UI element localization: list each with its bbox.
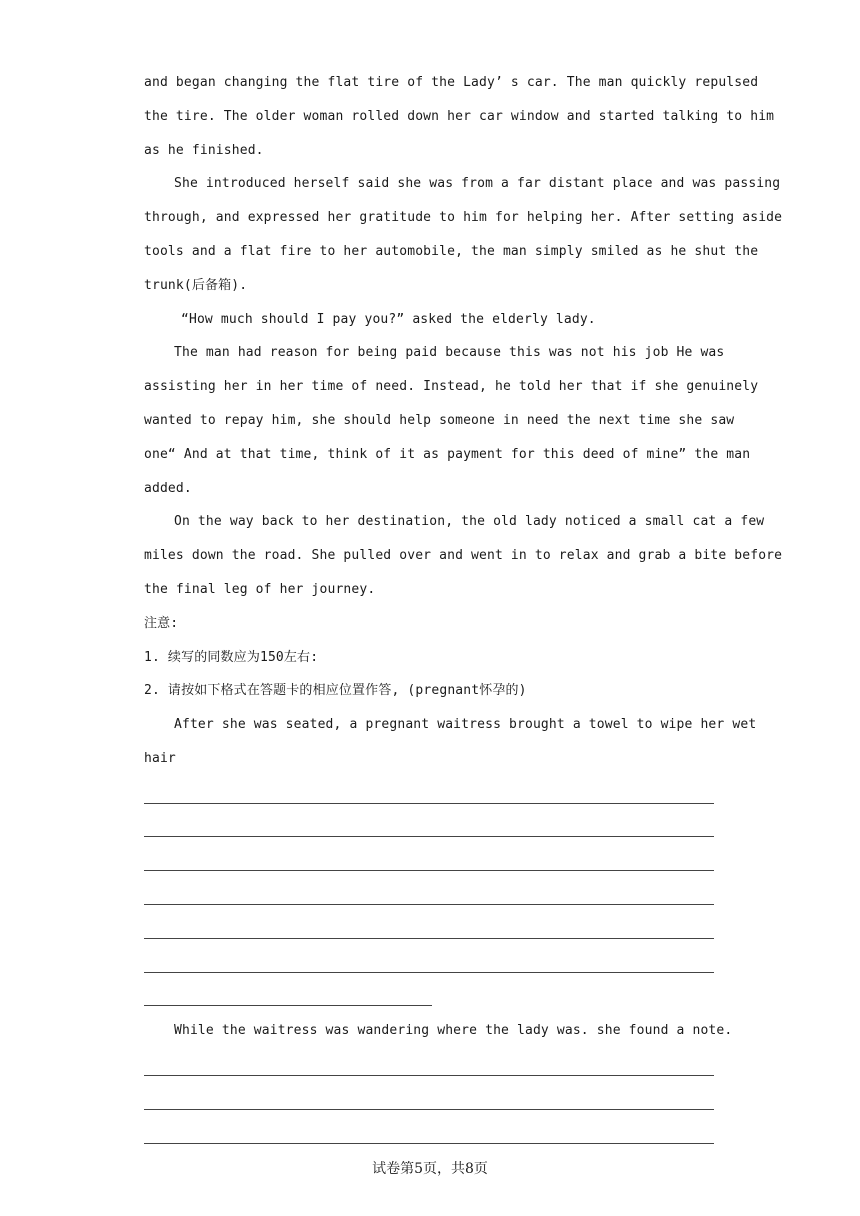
passage-line: the final leg of her journey. xyxy=(144,581,376,597)
passage-line: and began changing the flat tire of the Lady’ s car. The man quickly repulsed xyxy=(144,75,759,90)
notes-item: 2. 请按如下格式在答题卡的相应位置作答, (pregnant怀孕的) xyxy=(144,683,527,699)
answer-line[interactable] xyxy=(144,877,716,911)
answer-line[interactable] xyxy=(144,776,716,810)
continuation-prompt: After she was seated, a pregnant waitress brought a towel to wipe her wet xyxy=(174,717,757,733)
passage-line: as he finished. xyxy=(144,142,264,158)
answer-line[interactable] xyxy=(144,1116,716,1150)
passage-line: one“ And at that time, think of it as payment for this deed of mine” the man xyxy=(144,446,751,462)
answer-line[interactable] xyxy=(144,810,716,844)
passage-line: miles down the road. She pulled over and went in to relax and grab a bite before xyxy=(144,548,783,564)
passage-line: “How much should I pay you?” asked the elderly lady. xyxy=(181,311,596,327)
continuation-prompt: hair xyxy=(144,750,176,766)
passage-line: wanted to repay him, she should help someone in need the next time she saw xyxy=(144,412,735,428)
passage-line: On the way back to her destination, the old lady noticed a small cat a few xyxy=(174,514,765,530)
notes-item: 1. 续写的同数应为150左右: xyxy=(144,649,319,665)
answer-line[interactable] xyxy=(144,1048,716,1082)
passage-line: added. xyxy=(144,480,192,496)
passage-line: the tire. The older woman rolled down her car window and started talking to him xyxy=(144,108,775,124)
passage-line: through, and expressed her gratitude to him for helping her. After setting aside xyxy=(144,210,783,226)
passage-line: The man had reason for being paid because this was not his job He was xyxy=(174,345,725,361)
passage-line: trunk(后备箱). xyxy=(144,277,248,293)
continuation-prompt: While the waitress was wandering where the lady was. she found a note. xyxy=(174,1023,733,1039)
passage-line: tools and a flat fire to her automobile, the man simply smiled as he shut the xyxy=(144,243,759,259)
passage-line: She introduced herself said she was from a far distant place and was passing xyxy=(174,176,781,192)
notes-heading: 注意: xyxy=(144,615,179,631)
answer-line[interactable] xyxy=(144,945,716,979)
answer-line[interactable] xyxy=(144,911,716,945)
answer-line[interactable] xyxy=(144,1082,716,1116)
answer-line[interactable] xyxy=(144,843,716,877)
exam-page-content xyxy=(144,66,783,1150)
answer-line[interactable] xyxy=(144,979,716,1013)
page-footer: 试卷第5页，共8页 xyxy=(372,1161,488,1177)
passage-line: assisting her in her time of need. Instead, he told her that if she genuinely xyxy=(144,379,759,395)
